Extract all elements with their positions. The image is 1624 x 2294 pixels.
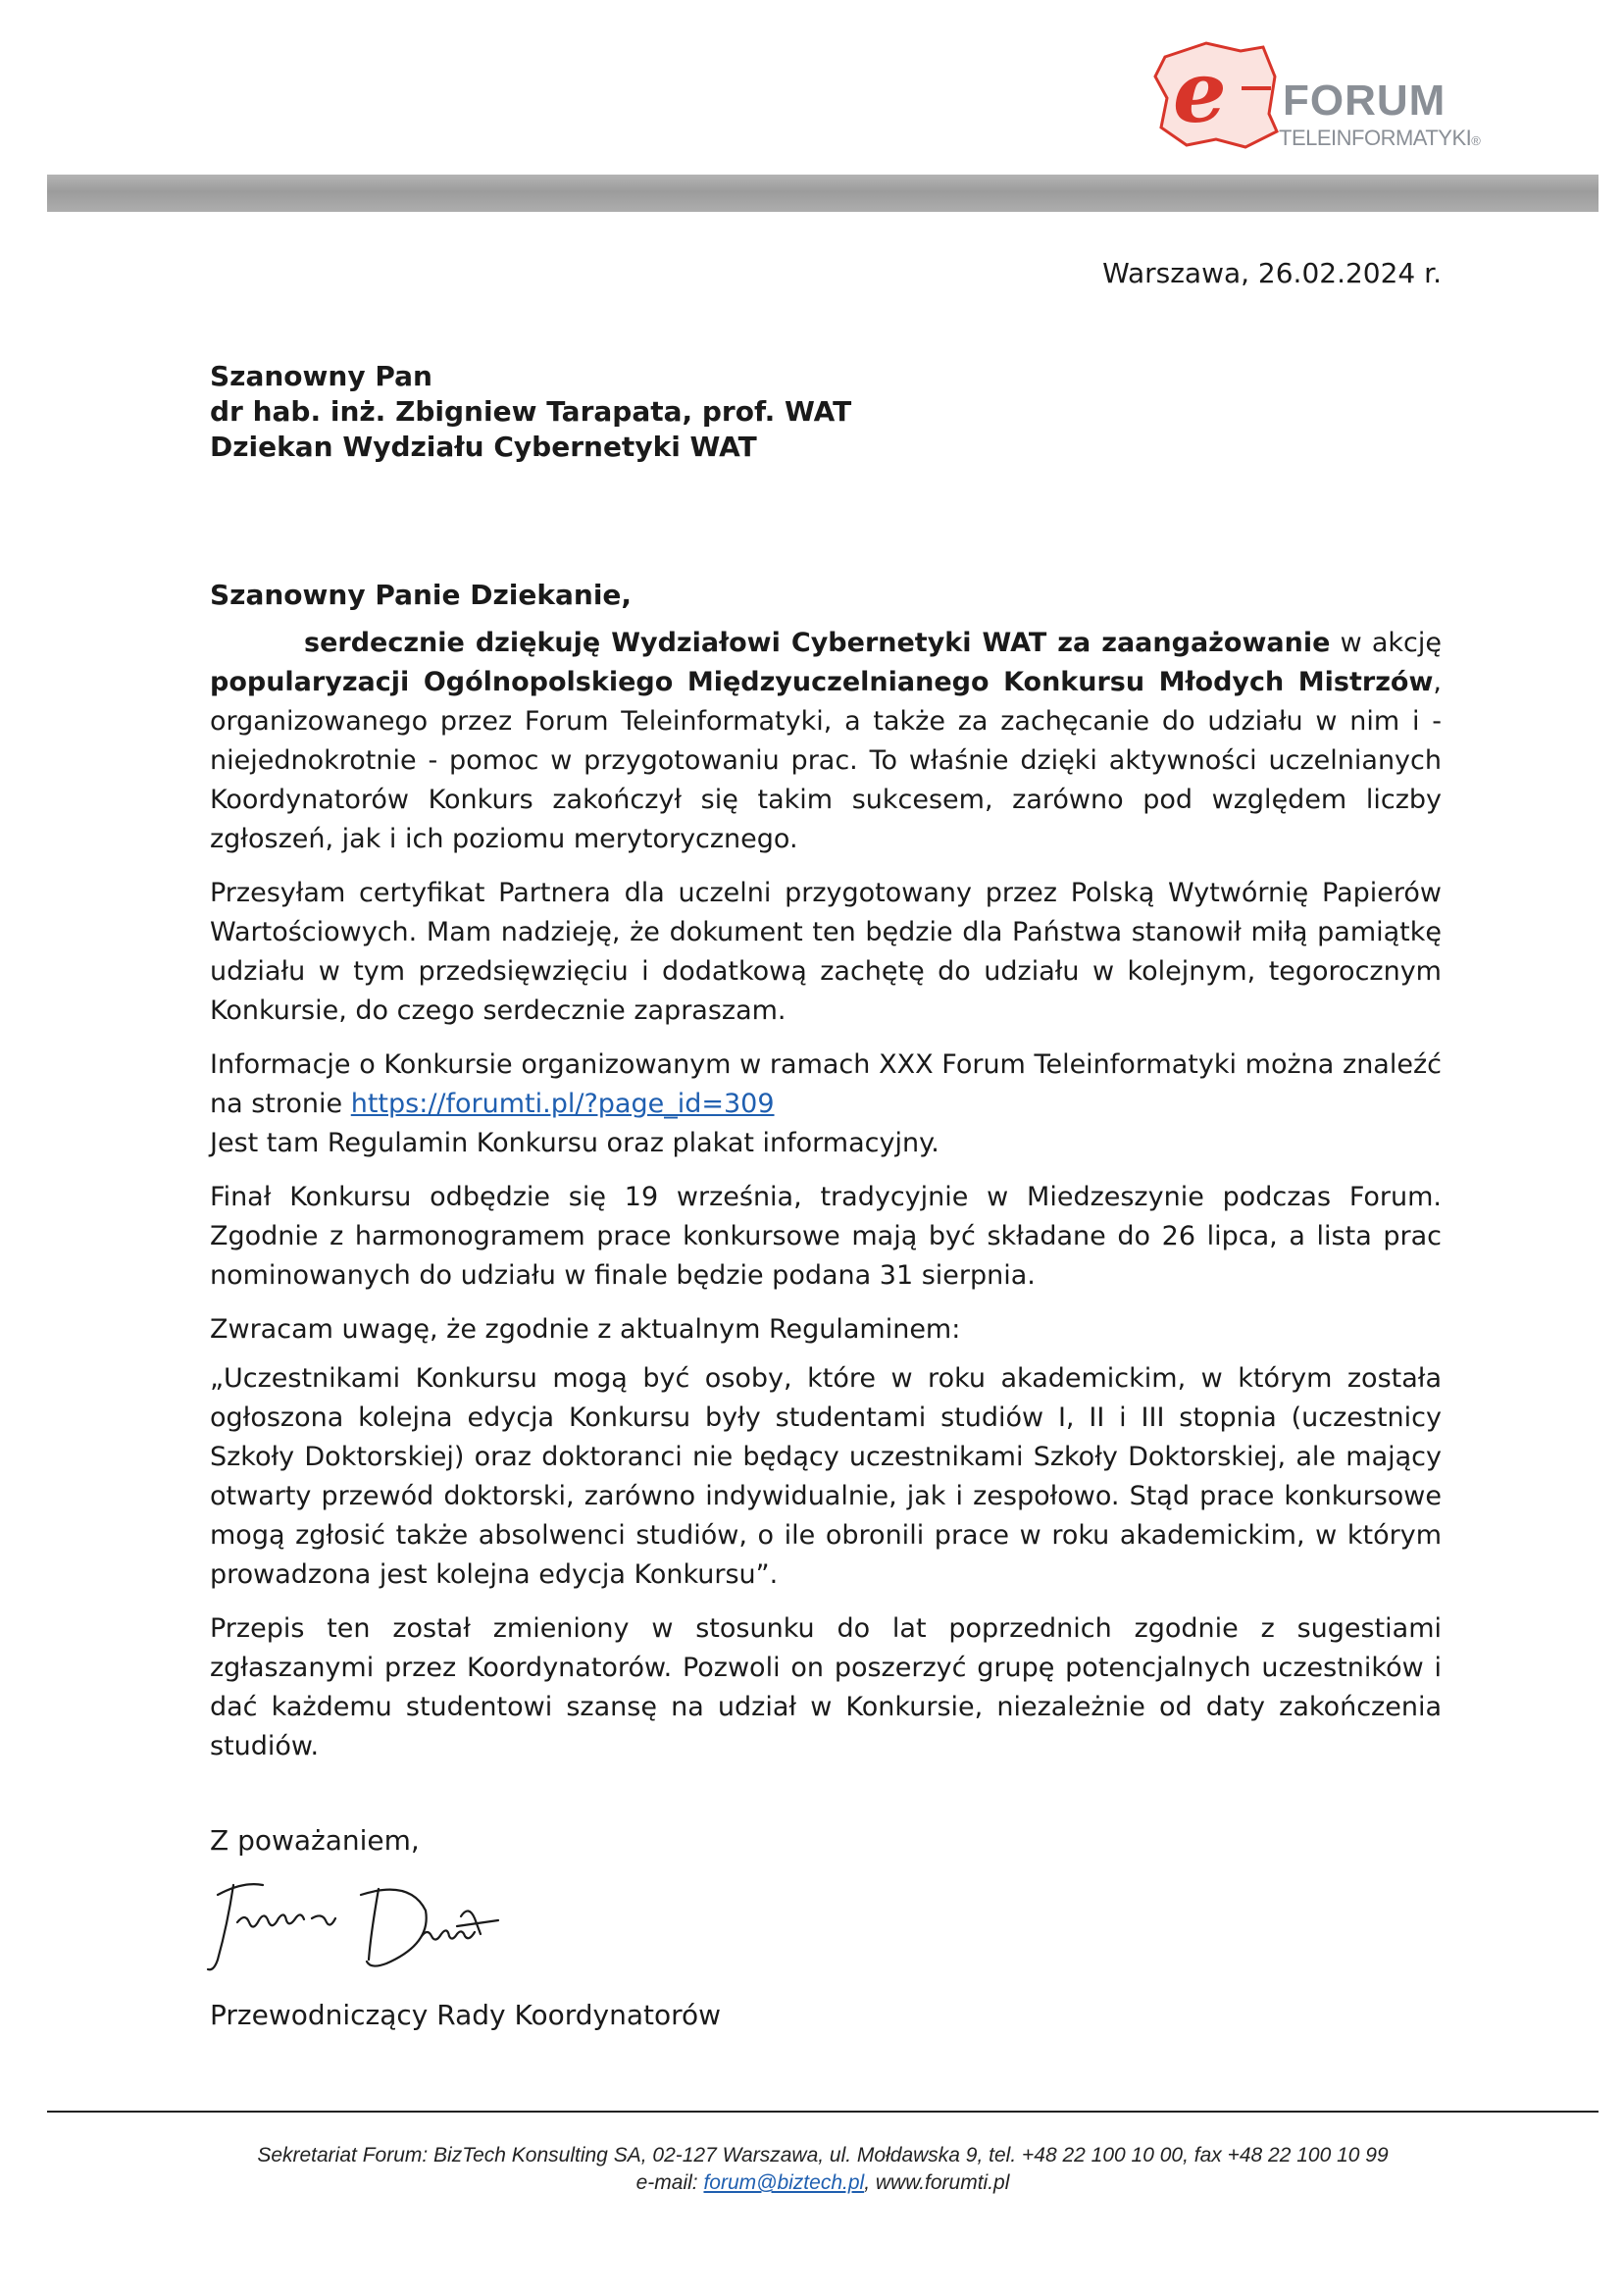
logo-brand: FORUM [1283, 76, 1446, 125]
header-band [47, 175, 1599, 212]
poland-map-emblem [1147, 37, 1285, 155]
paragraph-final: Finał Konkursu odbędzie się 19 września, tradycyjnie w Miedzeszynie podczas Forum. Zgodnie z harmonogramem prace konkursowe mają być składane do 26 lipca, a lista prac nominowanych do udziału w finale będzie podana 31 sierpnia. [210, 1182, 1442, 1291]
footer-contact: e-mail: forum@biztech.pl, www.forumti.pl [635, 2171, 1010, 2194]
paragraph-rules-quote: „Uczestnikami Konkursu mogą być osoby, które w roku akademickim, w którym została ogłoszona kolejna edycja Konkursu były studentami studiów I, II i III stopnia (uczestnicy Szkoły Doktorskiej) oraz doktoranci nie będący uczestnikami Szkoły Doktorskiej, ale mający otwarty przewód doktorski, zarówno indywidualnie, jak i zespołowo. Stąd prace konkursowe mogą zgłosić także absolwenci studiów, o ile obronili prace w roku akademickim, w którym prowadzona jest kolejna edycja Konkursu”. [210, 1363, 1442, 1590]
signer-title: Przewodniczący Rady Koordynatorów [210, 1999, 722, 2031]
forum-teleinformatyki-logo [1147, 37, 1481, 155]
logo-subtitle: TELEINFORMATYKI® [1279, 126, 1481, 150]
closing: Z poważaniem, [210, 1824, 420, 1857]
salutation: Szanowny Panie Dziekanie, [210, 579, 633, 611]
paragraph-rules-intro: Zwracam uwagę, że zgodnie z aktualnym Regulaminem: [210, 1314, 961, 1345]
competition-page-link[interactable]: https://forumti.pl/?page_id=309 [350, 1089, 775, 1119]
addressee-line: Dziekan Wydziału Cybernetyki WAT [210, 431, 757, 463]
paragraph-certificate: Przesyłam certyfikat Partnera dla uczelni przygotowany przez Polską Wytwórnię Papierów Wartościowych. Mam nadzieję, że dokument ten będzie dla Państwa stanowił miłą pamiątkę udziału w tym przedsięwzięciu i dodatkową zachętę do udziału w kolejnym, tegorocznym Konkursie, do czego serdecznie zapraszam. [210, 878, 1442, 1026]
letter-date: Warszawa, 26.02.2024 r. [1102, 257, 1442, 289]
paragraph-thanks: serdecznie dziękuję Wydziałowi Cybernetyki WAT za zaangażowanie w akcję popularyzacji Ogólnopolskiego Międzyuczelnianego Konkursu Młodych Mistrzów, organizowanego przez Forum Teleinformatyki, a także za zachęcanie do udziału w nim i - niejednokrotnie - pomoc w przygotowaniu prac. To właśnie dzięki aktywności uczelnianych Koordynatorów Konkurs zakończył się takim sukcesem, zarówno pod względem liczby zgłoszeń, jak i ich poziomu merytorycznego. [210, 628, 1442, 854]
handwritten-signature [204, 1875, 528, 1987]
addressee-block [210, 359, 851, 465]
paragraph-info: Informacje o Konkursie organizowanym w ramach XXX Forum Teleinformatyki można znaleźć na stronie https://forumti.pl/?page_id=309 Jest tam Regulamin Konkursu oraz plakat informacyjny. [210, 1049, 1442, 1158]
paragraph-change: Przepis ten został zmieniony w stosunku do lat poprzednich zgodnie z sugestiami zgłaszanymi przez Koordynatorów. Pozwoli on poszerzyć grupę potencjalnych uczestników i dać każdemu studentowi szansę na udział w Konkursie, niezależnie od daty zakończenia studiów. [210, 1613, 1442, 1761]
footer [47, 2142, 1599, 2197]
footer-email-link[interactable]: forum@biztech.pl [703, 2171, 865, 2194]
addressee-line: dr hab. inż. Zbigniew Tarapata, prof. WAT [210, 395, 852, 428]
addressee-line: Szanowny Pan [210, 360, 432, 392]
logo-e-letter: e [1173, 43, 1227, 142]
footer-divider [47, 2111, 1599, 2113]
letter-body [210, 624, 1442, 1781]
footer-address: Sekretariat Forum: BizTech Konsulting SA, 02-127 Warszawa, ul. Mołdawska 9, tel. +48 22 100 10 00, fax +48 22 100 10 99 [257, 2144, 1389, 2167]
